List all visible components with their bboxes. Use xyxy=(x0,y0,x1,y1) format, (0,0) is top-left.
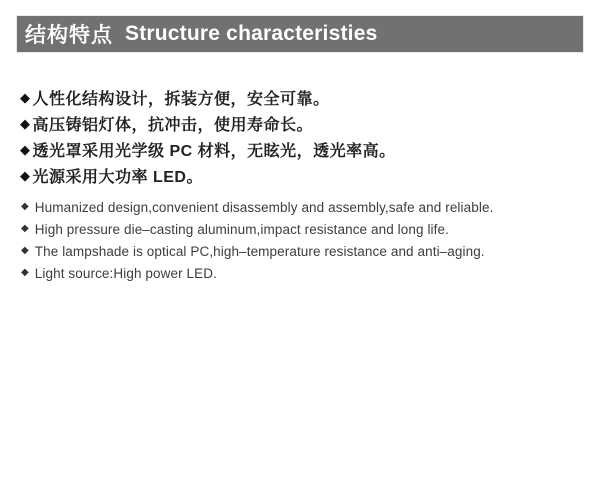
feature-text-cn: 人性化结构设计，拆装方便，安全可靠。 xyxy=(32,90,330,108)
list-item xyxy=(20,136,580,162)
feature-text-en: Humanized design,convenient disassembly and assembly,safe and reliable. xyxy=(34,199,494,215)
diamond-bullet-icon: ◆ xyxy=(20,167,31,183)
diamond-bullet-icon: ◆ xyxy=(20,89,31,105)
list-item xyxy=(21,240,591,262)
list-item xyxy=(20,84,580,110)
list-item xyxy=(21,218,591,240)
list-item xyxy=(21,262,591,284)
feature-text-cn: 光源采用大功率 LED。 xyxy=(32,168,203,186)
diamond-bullet-icon: ◆ xyxy=(20,115,31,131)
feature-text-en: The lampshade is optical PC,high–temperature resistance and anti–aging. xyxy=(34,243,485,259)
feature-list-chinese xyxy=(20,84,580,188)
section-header-bar xyxy=(17,16,583,52)
list-item xyxy=(20,162,580,188)
diamond-bullet-icon: ◆ xyxy=(21,245,29,256)
section-title-english: Structure characteristies xyxy=(125,22,378,45)
feature-text-cn: 高压铸铝灯体，抗冲击，使用寿命长。 xyxy=(32,116,314,134)
feature-list-english xyxy=(21,196,591,284)
diamond-bullet-icon: ◆ xyxy=(21,201,29,212)
diamond-bullet-icon: ◆ xyxy=(21,223,29,234)
list-item xyxy=(20,110,580,136)
feature-text-en: High pressure die–casting aluminum,impact resistance and long life. xyxy=(34,221,449,237)
list-item xyxy=(21,196,591,218)
diamond-bullet-icon: ◆ xyxy=(20,141,31,157)
feature-text-cn: 透光罩采用光学级 PC 材料，无眩光，透光率高。 xyxy=(32,142,396,160)
section-title-chinese: 结构特点 xyxy=(25,24,113,47)
diamond-bullet-icon: ◆ xyxy=(21,267,29,278)
feature-text-en: Light source:High power LED. xyxy=(34,265,217,281)
